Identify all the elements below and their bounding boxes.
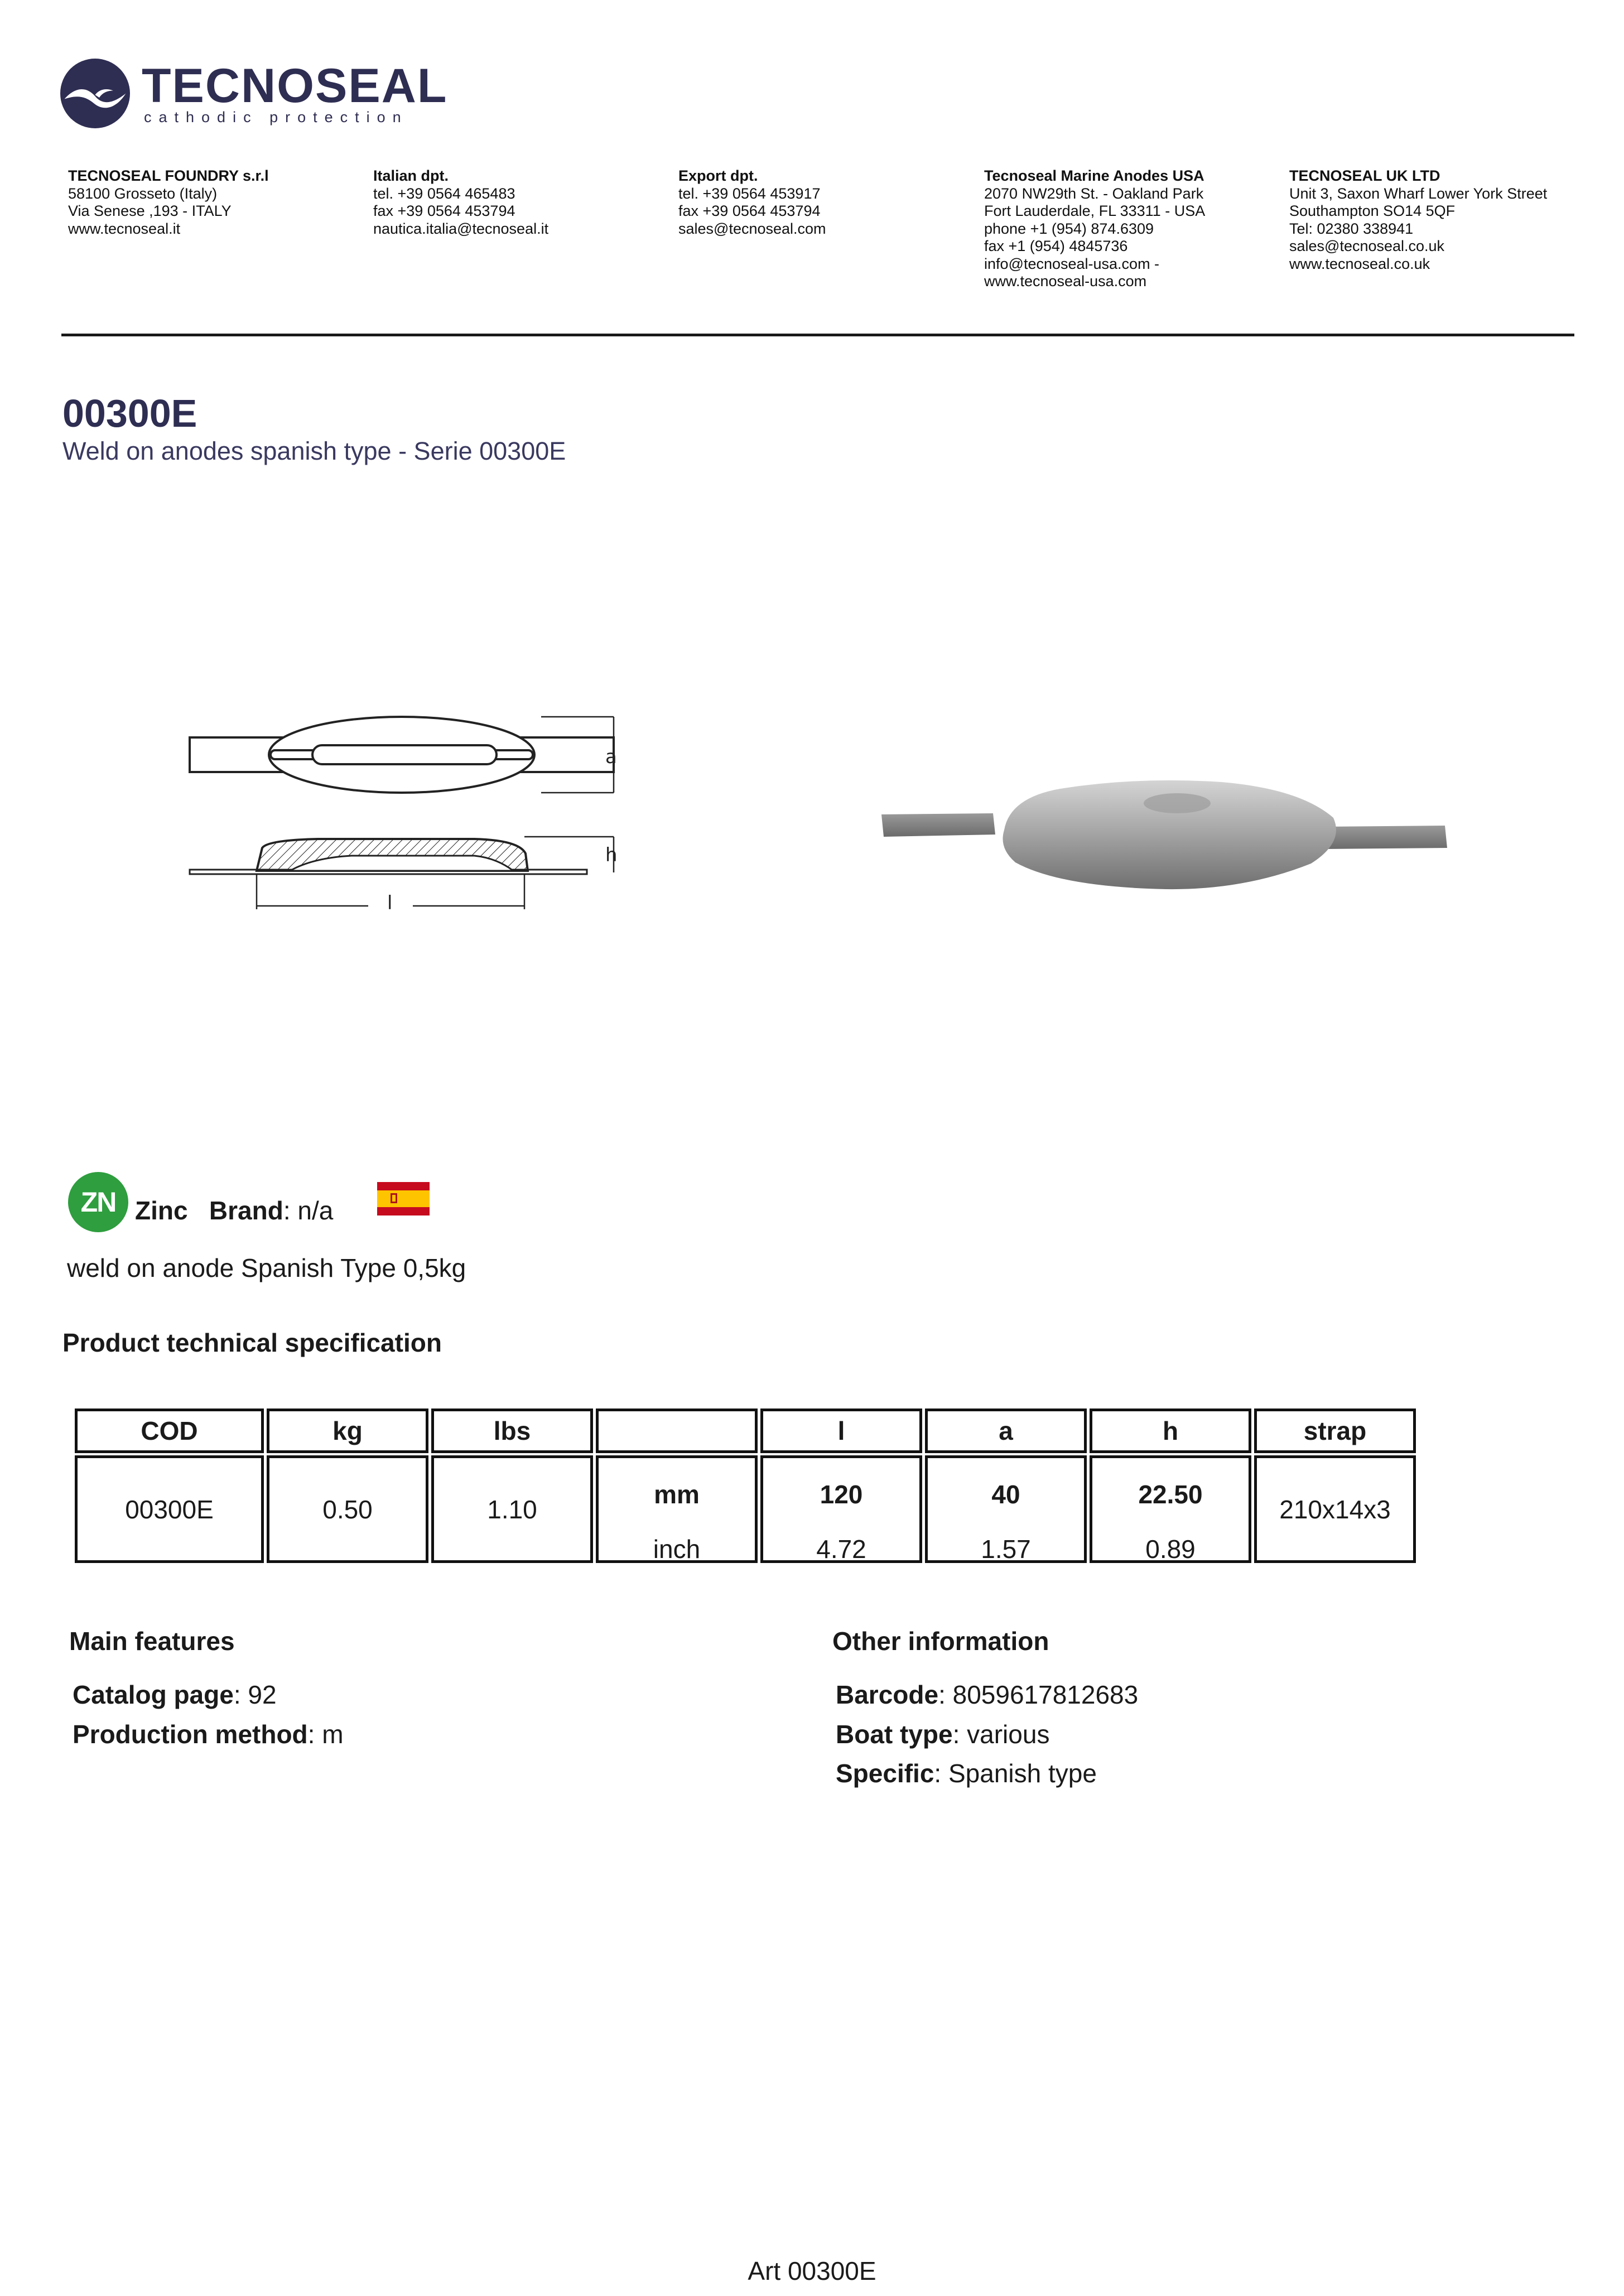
- contact-line: 58100 Grosseto (Italy): [68, 185, 218, 202]
- contact-uk: [1289, 167, 1547, 273]
- barcode: [836, 1682, 1138, 1707]
- contact-link[interactable]: www.tecnoseal.it: [68, 220, 181, 237]
- contact-link[interactable]: info@tecnoseal-usa.com -: [984, 255, 1160, 272]
- catalog-page-value: : 92: [233, 1680, 277, 1709]
- cell-units: [596, 1455, 758, 1563]
- production-method: [73, 1721, 344, 1747]
- contact-link[interactable]: sales@tecnoseal.co.uk: [1289, 238, 1445, 254]
- page-footer: Art 00300E: [748, 2256, 876, 2285]
- contact-heading: TECNOSEAL UK LTD: [1289, 167, 1440, 184]
- spec-section-title: Product technical specification: [62, 1328, 442, 1357]
- header-divider: [61, 334, 1574, 336]
- contact-line: 2070 NW29th St. - Oakland Park: [984, 185, 1204, 202]
- header-h: h: [1090, 1409, 1251, 1453]
- contact-line: fax +39 0564 453794: [678, 202, 821, 219]
- cell-a: [925, 1455, 1087, 1563]
- boat-type-label: Boat type: [836, 1720, 953, 1749]
- contact-link[interactable]: nautica.italia@tecnoseal.it: [373, 220, 549, 237]
- barcode-label: Barcode: [836, 1680, 939, 1709]
- contact-heading: Italian dpt.: [373, 167, 449, 184]
- a-inch: 1.57: [981, 1535, 1031, 1564]
- contact-heading: TECNOSEAL FOUNDRY s.r.l: [68, 167, 269, 184]
- contact-foundry: [68, 167, 269, 238]
- technical-drawing: [184, 707, 630, 925]
- product-code-title: 00300E: [62, 392, 197, 435]
- contact-line: tel. +39 0564 453917: [678, 185, 821, 202]
- other-information-title: Other information: [832, 1627, 1049, 1656]
- dimension-label-l: l: [387, 892, 393, 914]
- boat-type: [836, 1721, 1049, 1747]
- unit-mm: mm: [654, 1480, 700, 1509]
- zinc-badge-icon: ZN: [68, 1172, 128, 1232]
- contact-line: tel. +39 0564 465483: [373, 185, 515, 202]
- l-mm: 120: [820, 1480, 863, 1509]
- dimension-label-a: a: [605, 746, 617, 768]
- product-subtitle: Weld on anodes spanish type - Serie 00300E: [62, 437, 566, 465]
- catalog-page: [73, 1682, 277, 1707]
- header-kg: kg: [267, 1409, 428, 1453]
- product-description: weld on anode Spanish Type 0,5kg: [67, 1253, 466, 1282]
- contact-heading: Export dpt.: [678, 167, 758, 184]
- contact-heading: Tecnoseal Marine Anodes USA: [984, 167, 1204, 184]
- contact-line: Via Senese ,193 - ITALY: [68, 202, 232, 219]
- contact-line: Unit 3, Saxon Wharf Lower York Street: [1289, 185, 1548, 202]
- cell-l: [760, 1455, 922, 1563]
- l-inch: 4.72: [816, 1535, 866, 1564]
- spain-flag-icon: [377, 1182, 430, 1215]
- contact-link[interactable]: www.tecnoseal-usa.com: [984, 273, 1147, 290]
- h-inch: 0.89: [1145, 1535, 1196, 1564]
- header-l: l: [760, 1409, 922, 1453]
- contact-line: phone +1 (954) 874.6309: [984, 220, 1154, 237]
- header-strap: strap: [1254, 1409, 1416, 1453]
- metal-brand-line: [135, 1198, 333, 1223]
- header-cod: COD: [75, 1409, 264, 1453]
- catalog-page-label: Catalog page: [73, 1680, 234, 1709]
- cell-cod: 00300E: [75, 1455, 264, 1563]
- production-method-label: Production method: [73, 1720, 308, 1749]
- cell-lbs: 1.10: [431, 1455, 593, 1563]
- contact-line: Southampton SO14 5QF: [1289, 202, 1456, 219]
- drawing-side-view: [190, 839, 587, 874]
- header-unit: [596, 1409, 758, 1453]
- a-mm: 40: [991, 1480, 1020, 1509]
- contact-line: Fort Lauderdale, FL 33311 - USA: [984, 202, 1206, 219]
- dimension-label-h: h: [605, 844, 618, 866]
- contact-line: Tel: 02380 338941: [1289, 220, 1414, 237]
- boat-type-value: : various: [952, 1720, 1050, 1749]
- barcode-value: : 8059617812683: [938, 1680, 1139, 1709]
- brand-name: TECNOSEAL: [142, 59, 448, 113]
- brand-tagline: cathodic protection: [144, 109, 408, 126]
- tecnoseal-logo-icon: [60, 59, 130, 128]
- contact-italian-dpt: [373, 167, 548, 238]
- cell-kg: 0.50: [267, 1455, 428, 1563]
- cell-strap: 210x14x3: [1254, 1455, 1416, 1563]
- specific-label: Specific: [836, 1759, 934, 1788]
- brand-value: : n/a: [283, 1196, 334, 1225]
- metal-name: Zinc: [135, 1196, 188, 1225]
- brand-logo: [60, 59, 448, 131]
- product-photo: [876, 764, 1456, 909]
- h-mm: 22.50: [1138, 1480, 1203, 1509]
- main-features-title: Main features: [69, 1627, 235, 1656]
- unit-inch: inch: [653, 1535, 701, 1564]
- contact-line: fax +39 0564 453794: [373, 202, 515, 219]
- specific-value: : Spanish type: [934, 1759, 1097, 1788]
- header-a: a: [925, 1409, 1087, 1453]
- contact-link[interactable]: sales@tecnoseal.com: [678, 220, 826, 237]
- header-lbs: lbs: [431, 1409, 593, 1453]
- contact-link[interactable]: www.tecnoseal.co.uk: [1289, 255, 1430, 272]
- contact-line: fax +1 (954) 4845736: [984, 238, 1128, 254]
- contact-usa: [984, 167, 1205, 291]
- brand-label: Brand: [209, 1196, 283, 1225]
- specific: [836, 1760, 1097, 1786]
- drawing-top-view: [190, 717, 614, 793]
- production-method-value: : m: [307, 1720, 344, 1749]
- contact-export-dpt: [678, 167, 826, 238]
- cell-h: [1090, 1455, 1251, 1563]
